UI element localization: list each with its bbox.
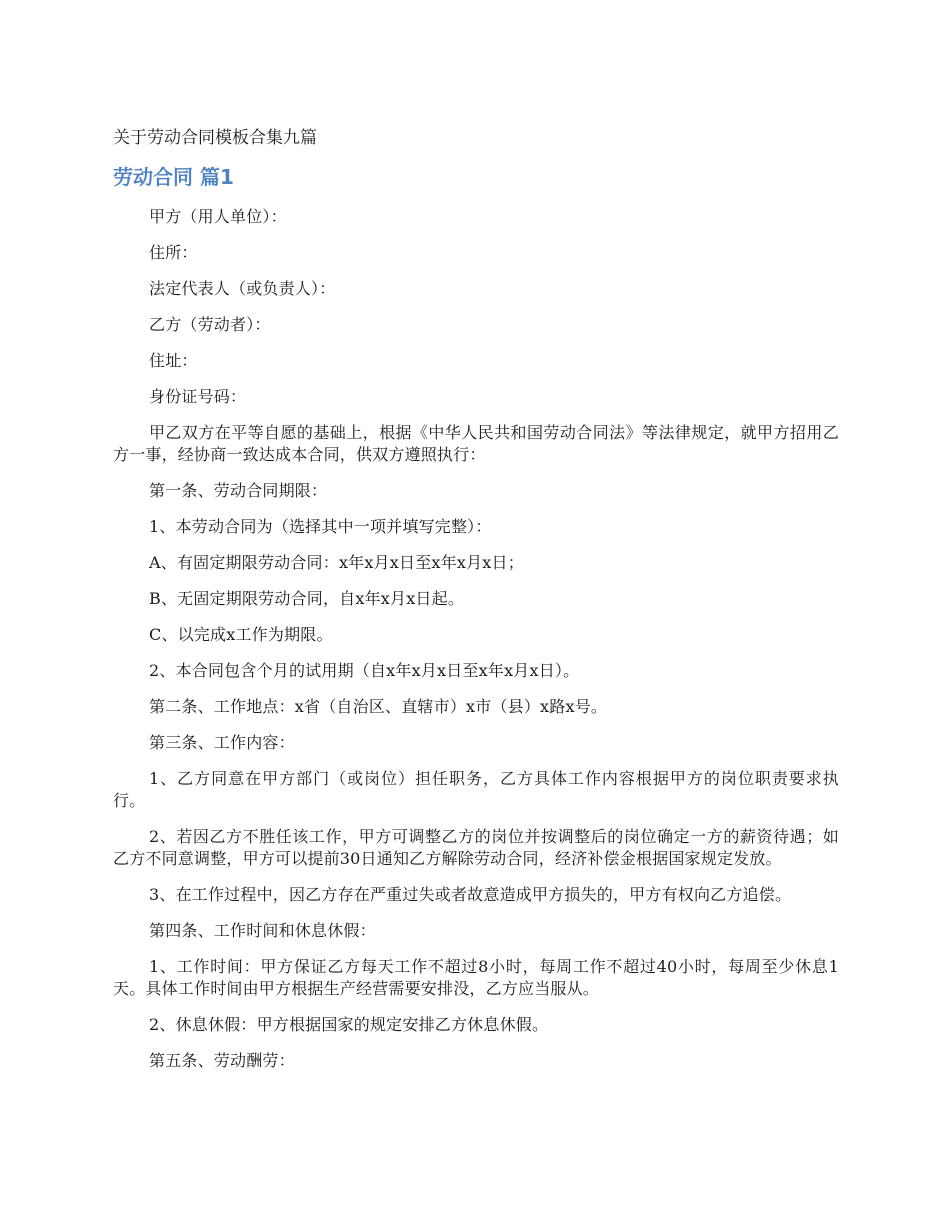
paragraph: 2、若因乙方不胜任该工作，甲方可调整乙方的岗位并按调整后的岗位确定一方的薪资待遇；如乙方不同意调整，甲方可以提前30日通知乙方解除劳动合同，经济补偿金根据国家规定发放。 — [113, 827, 839, 868]
paragraph: 2、休息休假：甲方根据国家的规定安排乙方休息休假。 — [149, 1015, 549, 1034]
paragraph: 1、本劳动合同为（选择其中一项并填写完整）： — [149, 517, 492, 536]
paragraph: C、以完成x工作为期限。 — [149, 625, 333, 644]
paragraph: 第一条、劳动合同期限： — [149, 481, 328, 500]
paragraph: 身份证号码： — [149, 387, 247, 406]
paragraph: 住所： — [149, 243, 198, 262]
paragraph: 第二条、工作地点：x省（自治区、直辖市）x市（县）x路x号。 — [149, 697, 608, 716]
paragraph: 乙方（劳动者）： — [149, 315, 271, 334]
paragraph: 住址： — [149, 351, 198, 370]
paragraph: B、无固定期限劳动合同，自x年x月x日起。 — [149, 589, 465, 608]
paragraph: 第三条、工作内容： — [149, 733, 295, 752]
paragraph: 甲乙双方在平等自愿的基础上，根据《中华人民共和国劳动合同法》等法律规定，就甲方招用乙方一事，经协商一致达成本合同，供双方遵照执行： — [113, 423, 839, 464]
document-title: 关于劳动合同模板合集九篇 — [113, 128, 317, 148]
paragraph: 1、乙方同意在甲方部门（或岗位）担任职务，乙方具体工作内容根据甲方的岗位职责要求执行。 — [113, 769, 839, 810]
paragraph: A、有固定期限劳动合同：x年x月x日至x年x月x日； — [149, 553, 524, 572]
paragraph: 1、工作时间：甲方保证乙方每天工作不超过8小时，每周工作不超过40小时，每周至少休息1天。具体工作时间由甲方根据生产经营需要安排没，乙方应当服从。 — [113, 957, 839, 998]
document-body — [113, 206, 839, 1086]
section-heading: 劳动合同 篇1 — [113, 165, 234, 189]
paragraph: 2、本合同包含个月的试用期（自x年x月x日至x年x月x日）。 — [149, 661, 580, 680]
paragraph: 3、在工作过程中，因乙方存在严重过失或者故意造成甲方损失的，甲方有权向乙方追偿。 — [149, 885, 792, 904]
paragraph: 法定代表人（或负责人）： — [149, 279, 336, 298]
paragraph: 第五条、劳动酬劳： — [149, 1051, 295, 1070]
paragraph: 甲方（用人单位）： — [149, 207, 287, 226]
paragraph: 第四条、工作时间和休息休假： — [149, 921, 376, 940]
